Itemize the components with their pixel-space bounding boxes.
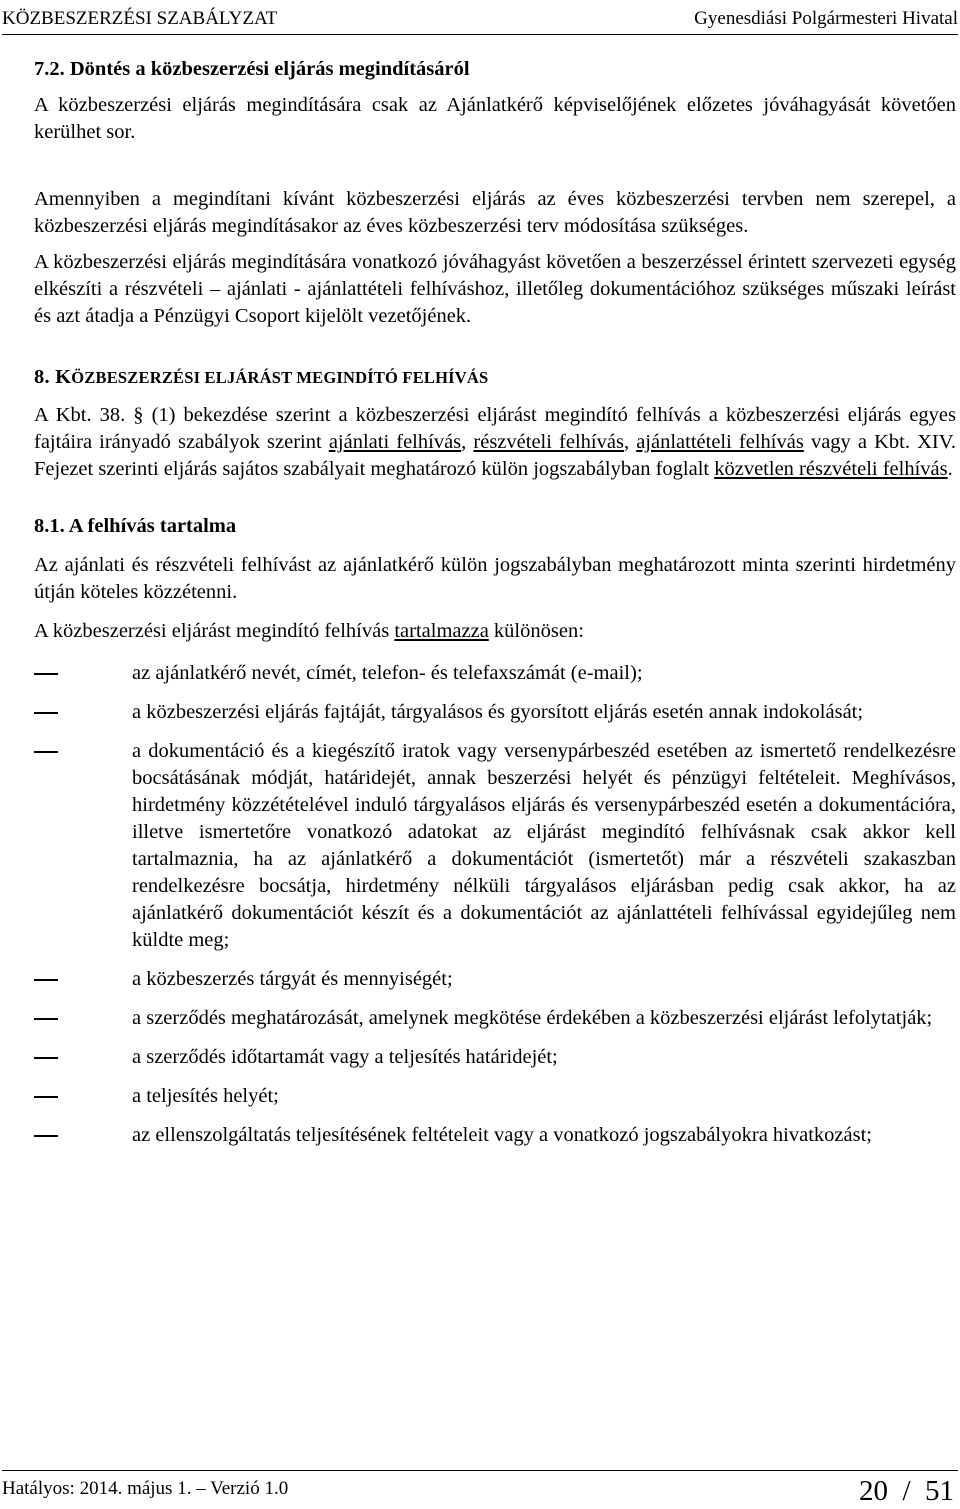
section-8-paragraph (34, 402, 956, 483)
list-item (34, 660, 956, 687)
text-span: A Kbt. 38. § (1) bekezdése szerint a közbeszerzési eljárást megindító felhívás a közbeszerzési eljárás egyes fajtáira irányadó szabályok szerint (34, 404, 956, 453)
header-document-title: KÖZBESZERZÉSI SZABÁLYZAT (2, 8, 278, 29)
list-item-text: a dokumentáció és a kiegészítő iratok vagy versenypárbeszéd esetében az ismertető rendelkezésre bocsátásának módját, határidejét, annak beszerzési helyét és pénzügyi feltételeit. Meghívásos, hirdetmény közzétételével induló tárgyalásos eljárás és versenypárbeszéd esetén a dokumentációra, illetve ismertetőre vonatkozó adatokat az eljárást megindító felhívásnak csak akkor kell tartalmaznia, ha az ajánlatkérő a dokumentációt (ismertetőt) már a részvételi szakaszban rendelkezésre bocsátja, hirdetmény nélküli tárgyalásos eljárásban pedig csak akkor, ha az ajánlatkérő dokumentációt készít és a dokumentációt az ajánlattételi felhívással egyidejűleg nem küldte meg; (132, 740, 956, 951)
link-kozvetlen-reszveteli-felhivas[interactable]: közvetlen részvételi felhívás (714, 458, 948, 480)
text-span: vagy a Kbt. XIV. Fejezet szerinti eljárás sajátos szabályait meghatározó külön jogszabályban foglalt (34, 431, 957, 480)
link-reszveteli-felhivas[interactable]: részvételi felhívás (473, 431, 624, 453)
dash-bullet-icon (34, 979, 58, 981)
page-content (34, 56, 956, 1161)
content-list (34, 660, 956, 1149)
list-item (34, 1005, 956, 1032)
text-span: , (623, 431, 637, 453)
link-tartalmazza[interactable]: tartalmazza (394, 620, 489, 642)
list-item-text: a szerződés meghatározását, amelynek megkötése érdekében a közbeszerzési eljárást lefolytatják; (132, 1007, 933, 1029)
section-8-title-rest: ÖZBESZERZÉSI ELJÁRÁST MEGINDÍTÓ FELHÍVÁS (71, 368, 489, 387)
dash-bullet-icon (34, 712, 58, 714)
dash-bullet-icon (34, 1018, 58, 1020)
link-ajanlati-felhivas[interactable]: ajánlati felhívás (328, 431, 462, 453)
list-item-text: a teljesítés helyét; (132, 1085, 279, 1107)
text-span: A közbeszerzési eljárást megindító felhívás (34, 620, 395, 642)
dash-bullet-icon (34, 673, 58, 675)
page-footer (2, 1470, 958, 1509)
link-ajanlattételi-felhivas[interactable]: ajánlattételi felhívás (636, 431, 804, 453)
dash-bullet-icon (34, 751, 58, 753)
text-span: . (947, 458, 953, 480)
section-7-2-paragraph-1: A közbeszerzési eljárás megindítására csak az Ajánlatkérő képviselőjének előzetes jóváhagyását követően kerülhet sor. (34, 94, 956, 143)
section-8-1-paragraph-1: Az ajánlati és részvételi felhívást az ajánlatkérő külön jogszabályban meghatározott minta szerinti hirdetmény útján köteles közzétenni. (34, 554, 956, 603)
page-number: 20 / 51 (858, 1475, 954, 1507)
text-span: , (461, 431, 474, 453)
list-item (34, 738, 956, 954)
section-7-2-paragraph-2: Amennyiben a megindítani kívánt közbeszerzési eljárás az éves közbeszerzési tervben nem szerepel, a közbeszerzési eljárás megindításakor az éves közbeszerzési terv módosítása szükséges. (34, 188, 956, 237)
section-8-heading (34, 364, 956, 391)
text-span: különösen: (488, 620, 584, 642)
list-item-text: az ellenszolgáltatás teljesítésének feltételeit vagy a vonatkozó jogszabályokra hivatkozást; (132, 1124, 872, 1146)
dash-bullet-icon (34, 1135, 58, 1137)
section-8-1-paragraph-2 (34, 618, 956, 645)
list-item (34, 1083, 956, 1110)
list-item (34, 1044, 956, 1071)
page-header (2, 4, 958, 35)
section-8-title-initial: K (55, 366, 72, 388)
section-7-2-paragraph-3: A közbeszerzési eljárás megindítására vonatkozó jóváhagyást követően a beszerzéssel érintett szervezeti egység elkészíti a részvételi – ajánlati - ajánlattételi felhíváshoz, illetőleg dokumentációhoz szükséges műszaki leírást és azt átadja a Pénzügyi Csoport kijelölt vezetőjének. (34, 251, 956, 327)
list-item-text: a közbeszerzési eljárás fajtáját, tárgyalásos és gyorsított eljárás esetén annak indokolását; (132, 701, 864, 723)
list-item (34, 1122, 956, 1149)
header-organization: Gyenesdiási Polgármesteri Hivatal (694, 8, 958, 29)
section-7-2-heading: 7.2. Döntés a közbeszerzési eljárás megindításáról (34, 58, 470, 80)
list-item-text: a közbeszerzés tárgyát és mennyiségét; (132, 968, 453, 990)
dash-bullet-icon (34, 1057, 58, 1059)
section-8-1-heading: 8.1. A felhívás tartalma (34, 515, 237, 537)
list-item-text: a szerződés időtartamát vagy a teljesítés határidejét; (132, 1046, 558, 1068)
list-item (34, 966, 956, 993)
footer-validity: Hatályos: 2014. május 1. – Verzió 1.0 (2, 1478, 289, 1499)
list-item-text: az ajánlatkérő nevét, címét, telefon- és telefaxszámát (e-mail); (132, 662, 643, 684)
list-item (34, 699, 956, 726)
section-8-number: 8. (34, 366, 56, 388)
dash-bullet-icon (34, 1096, 58, 1098)
